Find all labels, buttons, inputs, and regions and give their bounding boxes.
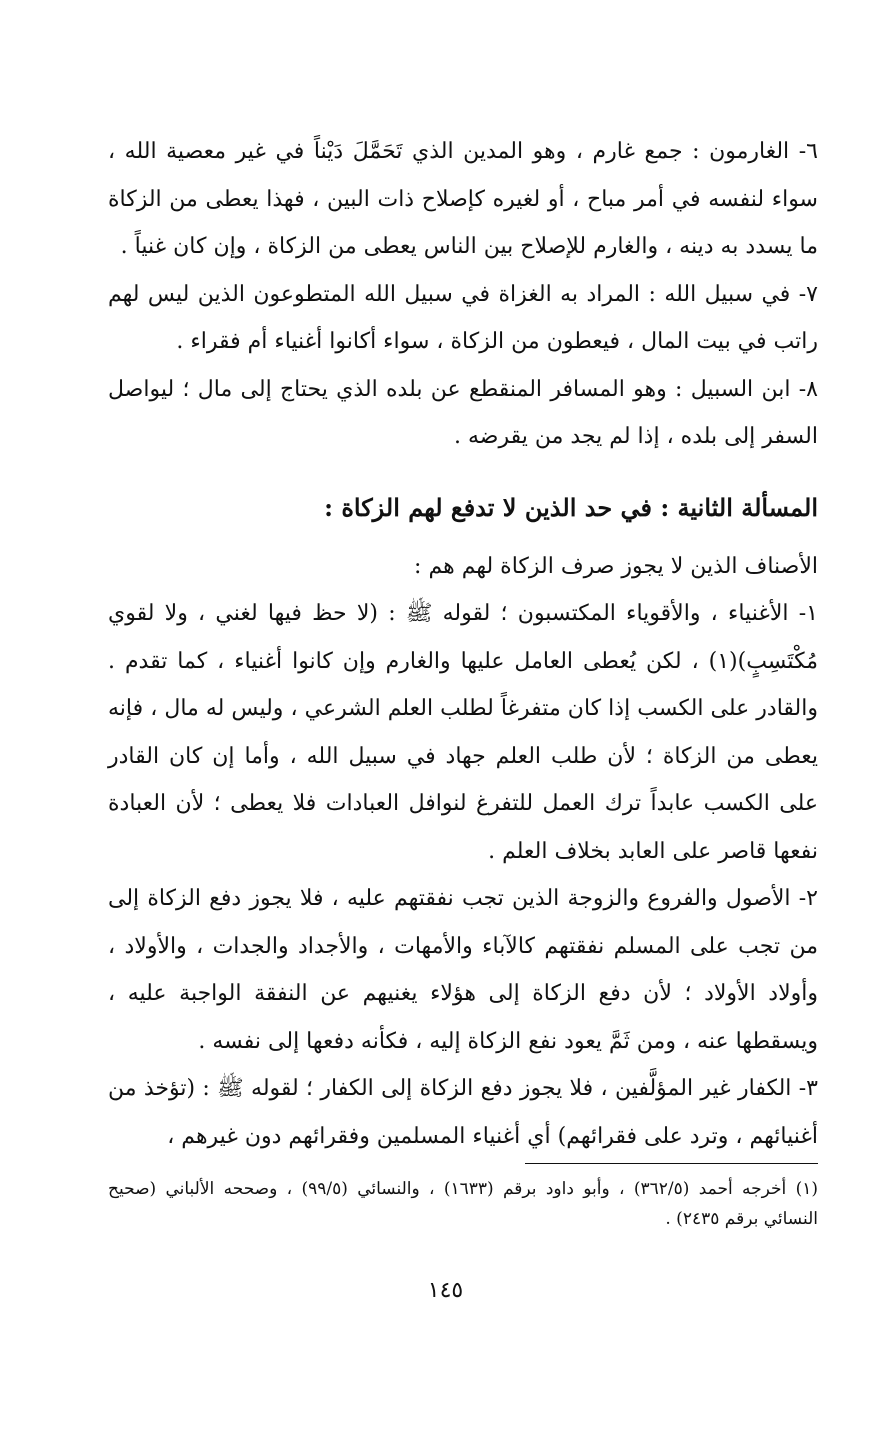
paragraph-usul-furu: ٢- الأصول والفروع والزوجة الذين تجب نفقتهم عليه ، فلا يجوز دفع الزكاة إلى من تجب على المسلم نفقتهم كالآباء والأمهات ، والأجداد والجدات ، والأولاد ، وأولاد الأولاد ؛ لأن دفع الزكاة إلى هؤلاء يغنيهم عن النفقة الواجبة عليه ، ويسقطها عنه ، ومن ثَمَّ يعود نفع الزكاة إليه ، فكأنه دفعها إلى نفسه . (108, 886, 818, 1054)
paragraph-kuffar: ٣- الكفار غير المؤلَّفين ، فلا يجوز دفع الزكاة إلى الكفار ؛ لقوله ﷺ : (تؤخذ من أغنيائهم ، وترد على فقرائهم) أي أغنياء المسلمين وفقرائهم دون غيرهم ، (108, 1076, 818, 1149)
footnote: (١) أخرجه أحمد (٣٦٢/٥) ، وأبو داود برقم (١٦٣٣) ، والنسائي (٩٩/٥) ، وصححه الألباني (صحيح النسائي برقم ٢٤٣٥) . (108, 1179, 819, 1229)
page-body (108, 128, 818, 1160)
paragraph-gharimun: ٦- الغارمون : جمع غارم ، وهو المدين الذي تَحَمَّلَ دَيْناً في غير معصية الله ، سواء لنفسه في أمر مباح ، أو لغيره كإصلاح ذات البين ، فهذا يعطى من الزكاة ما يسدد به دينه ، والغارم للإصلاح بين الناس يعطى من الزكاة ، وإن كان غنياً . (108, 139, 818, 259)
paragraph-ibn-sabil: ٨- ابن السبيل : وهو المسافر المنقطع عن بلده الذي يحتاج إلى مال ؛ ليواصل السفر إلى بلده ، إذا لم يجد من يقرضه . (108, 376, 818, 449)
paragraph-fi-sabilillah: ٧- في سبيل الله : المراد به الغزاة في سبيل الله المتطوعون الذين ليس لهم راتب في بيت المال ، فيعطون من الزكاة ، سواء أكانوا أغنياء أم فقراء . (108, 281, 818, 354)
section-heading: المسألة الثانية : في حد الذين لا تدفع لهم الزكاة : (324, 492, 818, 522)
paragraph-aghniya: ١- الأغنياء ، والأقوياء المكتسبون ؛ لقوله ﷺ : (لا حظ فيها لغني ، ولا لقوي مُكْتَسِبٍ)(١) ، لكن يُعطى العامل عليها والغارم وإن كانوا أغنياء ، كما تقدم . والقادر على الكسب إذا كان متفرغاً لطلب العلم الشرعي ، وليس له مال ، فإنه يعطى من الزكاة ؛ لأن طلب العلم جهاد في سبيل الله ، وأما إن كان القادر على الكسب عابداً ترك العمل للتفرغ لنوافل العبادات فلا يعطى ؛ لأن العبادة نفعها قاصر على العابد بخلاف العلم . (108, 601, 818, 864)
page-number: ١٤٥ (427, 1278, 464, 1303)
paragraph-intro: الأصناف الذين لا يجوز صرف الزكاة لهم هم : (414, 553, 818, 579)
footnote-divider (525, 1163, 818, 1164)
